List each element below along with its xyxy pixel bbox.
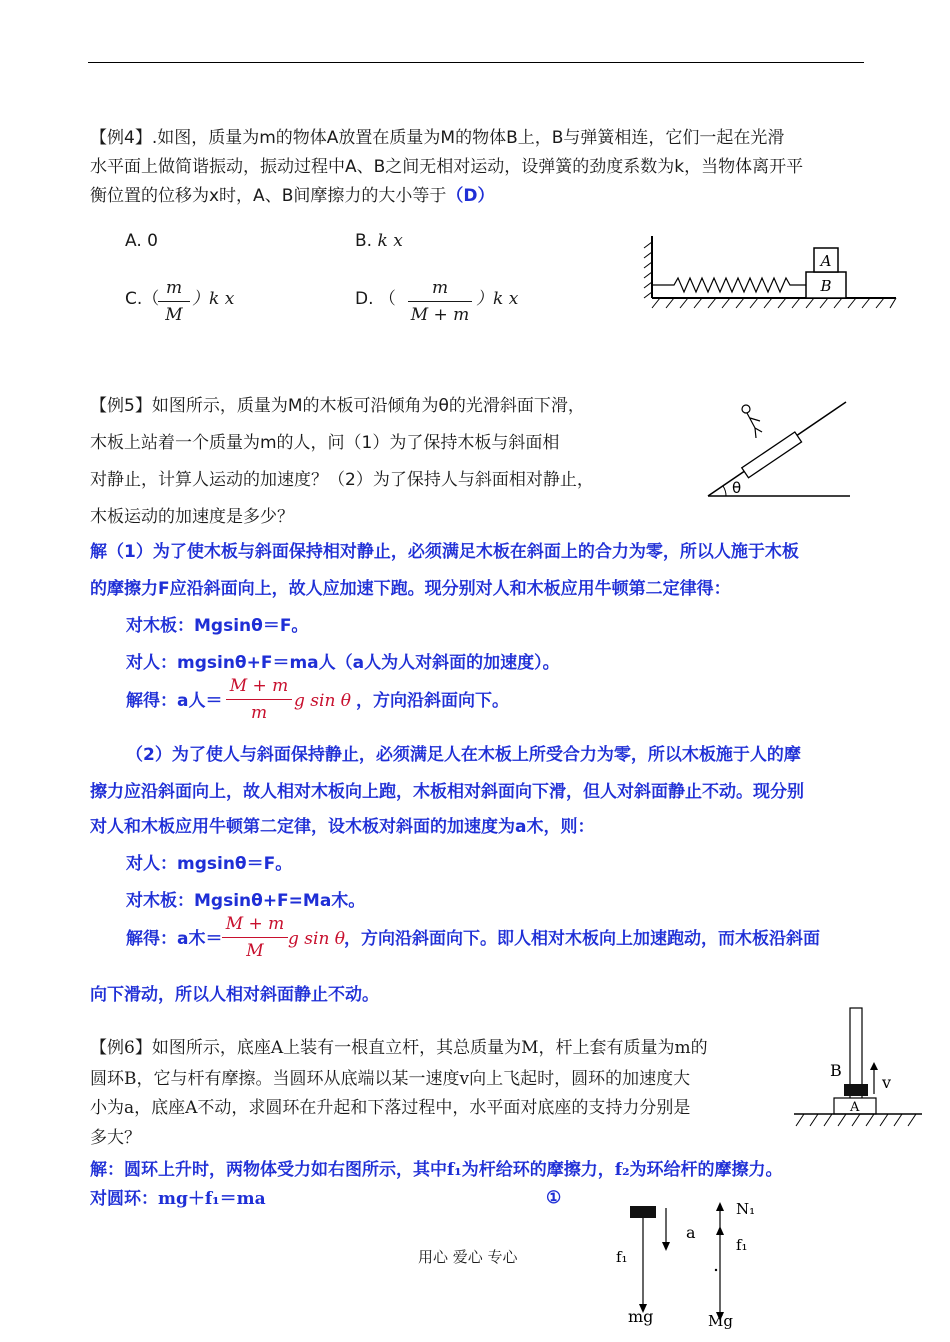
fb-Mg-label: Mg: [708, 1312, 733, 1330]
sol1-result-prefix: 解得：a人＝: [126, 691, 223, 711]
block-a-label: A: [820, 252, 832, 270]
ring-body: [630, 1206, 656, 1218]
option-b-expr: k x: [377, 231, 403, 251]
example4-line1: 【例4】.如图，质量为m的物体A放置在质量为M的物体B上，B与弹簧相连，它们一起在光滑: [90, 128, 785, 148]
option-c-numerator: m: [165, 278, 183, 298]
option-d-bar: [408, 301, 472, 302]
example6-sol-line1: 解：圆环上升时，两物体受力如右图所示，其中f₁为杆给环的摩擦力，f₂为环给杆的摩擦力。: [90, 1160, 783, 1180]
example5-line2: 木板上站着一个质量为m的人，问（1）为了保持木板与斜面相: [90, 433, 560, 453]
example6-line2: 圆环B，它与杆有摩擦。当圆环从底端以某一速度v向上飞起时，圆环的加速度大: [90, 1069, 691, 1089]
person-icon: [742, 405, 750, 413]
sol2-person: 对人：mgsinθ＝F。: [126, 854, 293, 874]
n1-arrow: [716, 1202, 724, 1211]
sol2-numerator: M + m: [225, 914, 285, 934]
example5-line3: 对静止，计算人运动的加速度？（2）为了保持人与斜面相对静止，: [90, 470, 594, 490]
example6-line1: 【例6】如图所示，底座A上装有一根直立杆，其总质量为M，杆上套有质量为m的: [90, 1038, 708, 1058]
option-d-denominator: M + m: [410, 305, 470, 325]
sol1-denominator: m: [250, 703, 268, 723]
sol2-last: 向下滑动，所以人相对斜面静止不动。: [90, 985, 379, 1005]
option-d-label: D. （: [355, 289, 396, 309]
sol2-result-suffix: ，方向沿斜面向下。即人相对木板向上加速跑动，而木板沿斜面: [344, 929, 820, 949]
example4-line3: [90, 185, 494, 207]
sol2-denominator: M: [246, 941, 264, 961]
free-body-diagram: [600, 1196, 780, 1336]
sol1-gsin: g sin θ: [294, 691, 352, 711]
f1-arrow: [716, 1226, 724, 1235]
fb-n1-label: N₁: [736, 1200, 756, 1218]
ring-b: [844, 1084, 868, 1096]
fb-mg-label: mg: [628, 1307, 654, 1326]
theta-label: θ: [732, 479, 742, 497]
fb-f1-right-label: f₁: [736, 1236, 748, 1254]
sol2-gsin: g sin θ: [288, 929, 346, 949]
sol1-bar: [226, 699, 292, 700]
sol2-line1: （2）为了使人与斜面保持静止，必须满足人在木板上所受合力为零，所以木板施于人的摩: [126, 745, 801, 765]
ring-rod-figure: [788, 1004, 928, 1136]
base-label: A: [850, 1100, 860, 1115]
sol1-fraction: [226, 674, 292, 725]
option-d-numerator: m: [431, 278, 449, 298]
example5-line4: 木板运动的加速度是多少？: [90, 507, 294, 527]
ring-label: B: [830, 1061, 842, 1080]
spring-block-figure: [640, 232, 902, 314]
fb-f1-left-label: f₁: [616, 1248, 628, 1266]
example4-answer: （D）: [446, 186, 495, 206]
sol1-line1: 解（1）为了使木板与斜面保持相对静止，必须满足木板在斜面上的合力为零，所以人施于木板: [90, 542, 799, 562]
example6-line3: 小为a，底座A不动，求圆环在升起和下落过程中，水平面对底座的支持力分别是: [90, 1098, 691, 1118]
sol2-line2: 擦力应沿斜面向上，故人相对木板向上跑，木板相对斜面向下滑，但人对斜面静止不动。现分别: [90, 782, 804, 802]
header-rule: [88, 62, 864, 63]
option-d-fraction: [408, 276, 472, 327]
sol1-numerator: M + m: [229, 676, 289, 696]
sol1-board: 对木板：Mgsinθ＝F。: [126, 616, 309, 636]
sol2-bar: [222, 937, 288, 938]
block-b-label: B: [820, 277, 832, 295]
velocity-label: v: [882, 1073, 892, 1092]
option-c-label: C.（: [125, 289, 160, 309]
option-a: A. 0: [125, 231, 158, 251]
option-c-tail: ）k x: [192, 289, 235, 309]
sol2-result-prefix: 解得：a木＝: [126, 929, 223, 949]
option-c-bar: [158, 301, 190, 302]
sol1-result-suffix: ，方向沿斜面向下。: [356, 691, 509, 711]
sol2-fraction: [222, 912, 288, 963]
option-c-denominator: M: [165, 305, 183, 325]
option-c-fraction: [158, 276, 190, 327]
example6-sol-ring: 对圆环：mg＋f₁＝ma: [90, 1189, 266, 1209]
sol1-person: 对人：mgsinθ+F＝ma人（a人为人对斜面的加速度）。: [126, 653, 560, 673]
equation-number: ①: [546, 1188, 562, 1208]
sol2-line3: 对人和木板应用牛顿第二定律，设木板对斜面的加速度为a木，则：: [90, 817, 595, 837]
example6-line4: 多大？: [90, 1128, 141, 1148]
fb-a-label: a: [686, 1223, 696, 1242]
acceleration-arrow: [662, 1242, 670, 1251]
option-d-tail: ）k x: [476, 289, 519, 309]
sol1-line2: 的摩擦力F应沿斜面向上，故人应加速下跑。现分别对人和木板应用牛顿第二定律得：: [90, 579, 731, 599]
incline-figure: [700, 398, 855, 502]
sol2-board: 对木板：Mgsinθ+F=Ma木。: [126, 891, 366, 911]
page-footer: 用心 爱心 专心: [418, 1248, 518, 1266]
option-b-label: B.: [355, 231, 373, 251]
example4-line3-text: 衡位置的位移为x时，A、B间摩擦力的大小等于: [90, 186, 447, 206]
example4-line2: 水平面上做简谐振动，振动过程中A、B之间无相对运动，设弹簧的劲度系数为k，当物体离开平: [90, 157, 804, 177]
option-b: [355, 230, 403, 252]
board: [742, 432, 802, 478]
example5-line1: 【例5】如图所示，质量为M的木板可沿倾角为θ的光滑斜面下滑，: [90, 396, 585, 416]
